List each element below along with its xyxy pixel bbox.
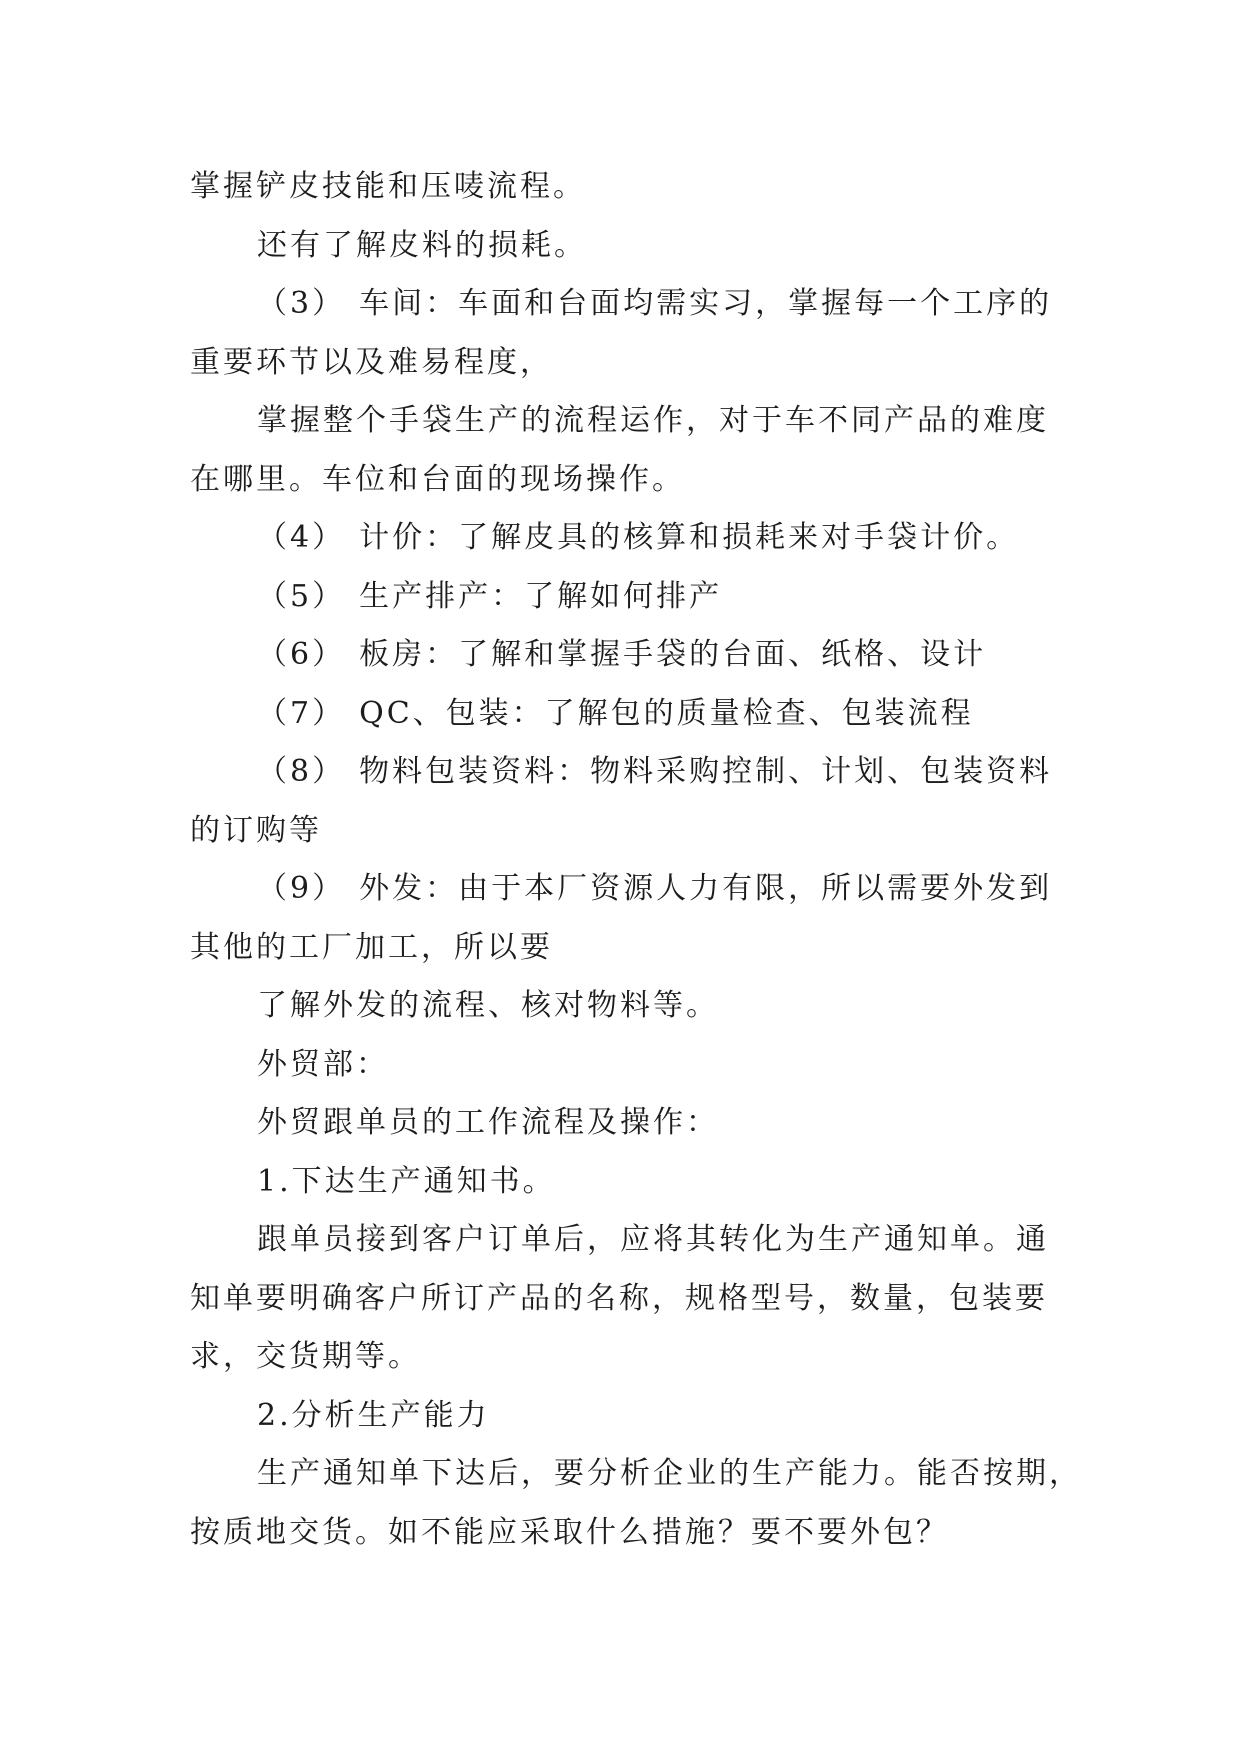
text-line xyxy=(190,919,1052,978)
line-text: 知单要明确客户所订产品的名称，规格型号，数量，包装要 xyxy=(190,1280,1048,1316)
list-item-number: （9） xyxy=(257,871,346,906)
text-line xyxy=(190,802,1052,861)
line-text: 求，交货期等。 xyxy=(190,1339,421,1374)
text-line xyxy=(190,1328,1052,1387)
text-line xyxy=(190,1094,1052,1153)
line-text: 还有了解皮料的损耗。 xyxy=(257,227,587,263)
list-item-number: （8） xyxy=(257,754,346,789)
line-text: 外贸跟单员的工作流程及操作： xyxy=(257,1105,719,1140)
list-item-number: （3） xyxy=(257,286,346,321)
line-text: 在哪里。车位和台面的现场操作。 xyxy=(190,461,685,497)
list-item-number: （7） xyxy=(257,695,346,731)
text-line xyxy=(190,509,1052,568)
text-line xyxy=(190,275,1052,334)
text-line xyxy=(190,626,1052,685)
line-text: 重要环节以及难易程度， xyxy=(190,344,553,380)
text-line xyxy=(190,1211,1052,1270)
text-line xyxy=(190,1445,1082,1504)
text-line xyxy=(190,568,1052,627)
text-line xyxy=(190,977,1052,1036)
text-line xyxy=(190,743,1052,802)
text-line xyxy=(190,158,1052,217)
text-line xyxy=(190,860,1052,919)
text-line xyxy=(190,217,1052,276)
line-text: 生产排产：了解如何排产 xyxy=(359,578,723,614)
line-text: 跟单员接到客户订单后，应将其转化为生产通知单。通 xyxy=(257,1222,1049,1257)
line-text: 按质地交货。如不能应采取什么措施？要不要外包？ xyxy=(190,1514,949,1550)
line-text: 了解外发的流程、核对物料等。 xyxy=(257,988,719,1023)
line-text: 外发：由于本厂资源人力有限，所以需要外发到 xyxy=(359,871,1053,906)
line-text: 的订购等 xyxy=(190,812,322,848)
list-item-number: （6） xyxy=(257,637,346,672)
line-text: 生产通知单下达后，要分析企业的生产能力。能否按期， xyxy=(257,1456,1082,1491)
list-item-number: （5） xyxy=(257,578,346,614)
text-line xyxy=(190,1153,1052,1212)
line-text: 板房：了解和掌握手袋的台面、纸格、设计 xyxy=(359,637,987,672)
line-text: 掌握整个手袋生产的流程运作，对于车不同产品的难度 xyxy=(257,403,1049,438)
list-item-number: （4） xyxy=(257,520,346,555)
line-text: 计价：了解皮具的核算和损耗来对手袋计价。 xyxy=(359,520,1020,555)
line-text: 掌握铲皮技能和压唛流程。 xyxy=(190,169,586,204)
text-line xyxy=(190,392,1052,451)
line-text: 外贸部： xyxy=(257,1046,389,1082)
line-text: 其他的工厂加工，所以要 xyxy=(190,929,553,965)
line-text: 2.分析生产能力 xyxy=(257,1397,490,1433)
text-line xyxy=(190,334,1052,393)
line-text: 物料包装资料：物料采购控制、计划、包装资料 xyxy=(359,754,1053,789)
text-line xyxy=(190,1036,1052,1095)
text-line xyxy=(190,1387,1052,1446)
text-line xyxy=(190,685,1052,744)
line-text: QC、包装：了解包的质量检查、包装流程 xyxy=(359,695,974,731)
line-text: 车间：车面和台面均需实习，掌握每一个工序的 xyxy=(359,286,1053,321)
text-line xyxy=(190,1270,1052,1329)
text-line xyxy=(190,451,1052,510)
line-text: 1.下达生产通知书。 xyxy=(257,1163,556,1199)
text-line xyxy=(190,1504,1052,1563)
document-body xyxy=(190,158,1082,1562)
